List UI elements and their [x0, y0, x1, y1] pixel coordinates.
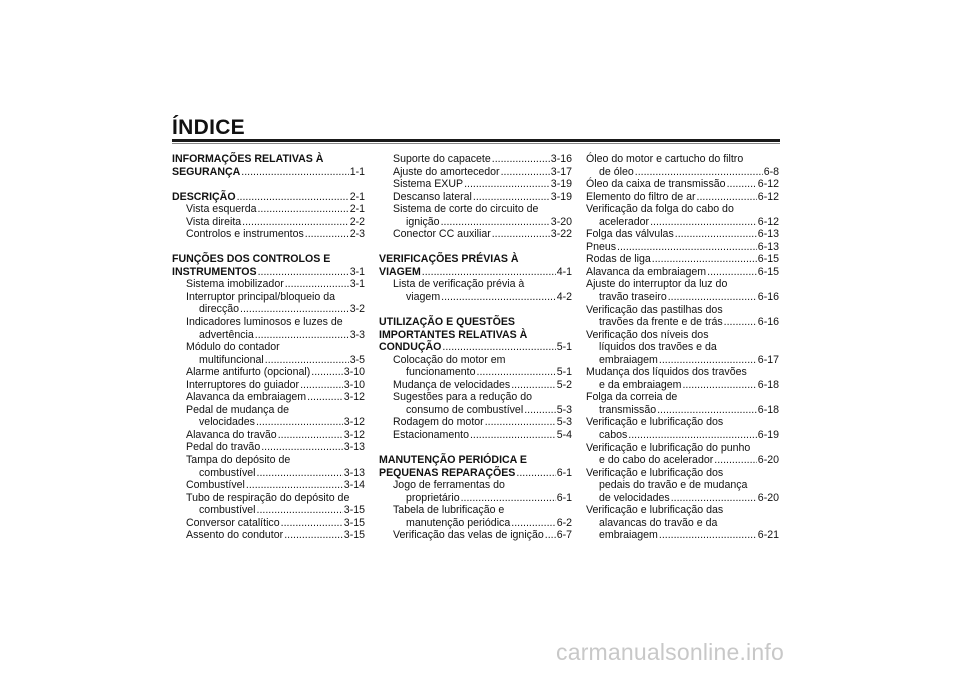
item-title: Sistema EXUP	[393, 178, 464, 191]
item-title-line: Módulo do contador	[186, 341, 280, 354]
page-number: 6-18	[757, 378, 779, 391]
page-number: 6-16	[757, 316, 779, 329]
page-number: 6-2	[556, 516, 572, 529]
item-title: direcção	[199, 303, 240, 316]
item-title: Vista direita	[186, 215, 242, 228]
toc-item[interactable]	[172, 291, 365, 316]
toc-item[interactable]	[586, 241, 779, 254]
item-title: acelerador	[599, 215, 650, 228]
toc-item[interactable]	[586, 329, 779, 367]
item-title: Verificação das velas de ignição	[393, 529, 544, 542]
page-number: 3-19	[550, 178, 572, 191]
item-title: advertência	[199, 328, 254, 341]
item-title-line: Tubo de respiração do depósito de	[186, 491, 350, 504]
page-number: 3-12	[343, 391, 365, 404]
page-number: 6-13	[757, 240, 779, 253]
page-number: 2-3	[349, 228, 365, 241]
toc-item[interactable]	[586, 228, 779, 241]
item-title-line: pedais do travão e de mudança	[599, 479, 748, 492]
page-number: 4-2	[556, 290, 572, 303]
item-title-line: Verificação e lubrificação do punho	[586, 441, 751, 454]
section-heading-line: FUNÇÕES DOS CONTROLOS E	[172, 253, 331, 266]
page-number: 6-15	[757, 265, 779, 278]
item-title-line: Verificação das pastilhas dos	[586, 303, 723, 316]
leader-dots	[492, 228, 550, 241]
toc-item[interactable]	[172, 379, 365, 392]
toc-item[interactable]	[586, 266, 779, 279]
toc-column-3	[586, 153, 779, 542]
item-title: Combustível	[186, 479, 245, 492]
toc-item[interactable]	[379, 203, 572, 228]
page-number: 1-1	[349, 165, 365, 178]
page-number: 5-3	[556, 416, 572, 429]
title-rule	[172, 139, 780, 142]
page-number: 3-1	[349, 278, 365, 291]
item-title-line: Verificação da folga do cabo do	[586, 203, 734, 216]
toc-item[interactable]	[379, 191, 572, 204]
watermark-footer: carmanualsonline.info	[556, 639, 784, 665]
leader-dots	[727, 178, 757, 191]
item-title-line: Interruptor principal/bloqueio da	[186, 290, 335, 303]
leader-dots	[659, 354, 757, 367]
toc-item[interactable]	[172, 203, 365, 216]
page-number: 3-2	[349, 303, 365, 316]
toc-item[interactable]	[586, 391, 779, 416]
item-title-line: Folga da correia de	[586, 391, 678, 404]
leader-dots	[307, 391, 343, 404]
item-title-line: líquidos dos travões e da	[599, 341, 717, 354]
item-title-line: Lista de verificação prévia à	[393, 278, 525, 291]
section-title: DESCRIÇÃO	[172, 190, 236, 203]
item-title: funcionamento	[406, 366, 476, 379]
item-title: Mudança de velocidades	[393, 378, 511, 391]
leader-dots	[284, 529, 343, 542]
item-title: Conversor catalítico	[186, 516, 280, 529]
toc-column-1	[172, 153, 365, 542]
item-title: ignição	[406, 215, 440, 228]
toc-item[interactable]	[172, 404, 365, 429]
leader-dots	[511, 379, 555, 392]
toc-item[interactable]	[379, 529, 572, 542]
item-title: travões da frente e de trás	[599, 316, 723, 329]
section-heading-line: INFORMAÇÕES RELATIVAS À	[172, 153, 324, 165]
page-number: 6-13	[757, 228, 779, 241]
page-number: 3-16	[550, 153, 572, 165]
item-title: Vista esquerda	[186, 203, 257, 216]
leader-dots	[714, 454, 757, 467]
toc-item[interactable]	[586, 304, 779, 329]
page-number: 2-1	[349, 190, 365, 203]
leader-dots	[682, 379, 756, 392]
toc-section-funcoes[interactable]	[172, 253, 365, 278]
toc-item[interactable]	[586, 366, 779, 391]
page-number: 3-13	[343, 441, 365, 454]
leader-dots	[242, 216, 349, 229]
item-title-line: Indicadores luminosos e luzes de	[186, 316, 343, 329]
leader-dots	[441, 216, 550, 229]
toc-section-utilizacao[interactable]	[379, 316, 572, 354]
item-title: cabos	[599, 429, 628, 442]
toc-item[interactable]	[379, 166, 572, 179]
item-title: Folga das válvulas	[586, 228, 674, 241]
leader-dots	[675, 228, 757, 241]
item-title: velocidades	[199, 416, 255, 429]
toc-item[interactable]	[379, 504, 572, 529]
leader-dots	[617, 241, 757, 254]
leader-dots	[278, 429, 343, 442]
item-title-line: Tampa do depósito de	[186, 454, 291, 467]
page-number: 4-1	[556, 265, 572, 278]
item-title: e da embraiagem	[599, 378, 682, 391]
page-number: 6-7	[556, 529, 572, 542]
section-heading-line: UTILIZAÇÃO E QUESTÕES	[379, 316, 515, 329]
toc-section-seguranca[interactable]	[172, 153, 365, 178]
item-title: combustível	[199, 466, 256, 479]
page-number: 6-18	[757, 403, 779, 416]
item-title: combustível	[199, 504, 256, 517]
section-title: VIAGEM	[379, 265, 421, 278]
page-number: 6-16	[757, 291, 779, 304]
item-title: Conector CC auxiliar	[393, 228, 491, 241]
toc-item[interactable]	[379, 479, 572, 504]
item-title: Alavanca do travão	[186, 428, 277, 441]
leader-dots	[485, 416, 556, 429]
page-number: 5-1	[556, 366, 572, 379]
section-title: PEQUENAS REPARAÇÕES	[379, 466, 516, 479]
item-title: Pedal do travão	[186, 441, 261, 454]
leader-dots	[442, 341, 555, 354]
toc-item[interactable]	[379, 153, 572, 166]
item-title-line: Óleo do motor e cartucho do filtro	[586, 153, 744, 165]
leader-dots	[473, 191, 550, 204]
leader-dots	[257, 203, 348, 216]
item-title: Estacionamento	[393, 428, 469, 441]
leader-dots	[464, 178, 550, 191]
leader-dots	[256, 416, 343, 429]
toc-item[interactable]	[586, 153, 779, 178]
page-number: 3-12	[343, 428, 365, 441]
toc-item[interactable]	[172, 529, 365, 542]
page-number: 2-1	[349, 203, 365, 216]
section-title: SEGURANÇA	[172, 165, 241, 178]
toc-item[interactable]	[172, 517, 365, 530]
leader-dots	[285, 278, 349, 291]
toc-item[interactable]	[379, 429, 572, 442]
leader-dots	[511, 517, 555, 530]
item-title: proprietário	[406, 491, 460, 504]
item-title-line: Tabela de lubrificação e	[393, 504, 505, 517]
toc-item[interactable]	[379, 391, 572, 416]
item-title: de velocidades	[599, 491, 670, 504]
page-number: 5-1	[556, 341, 572, 354]
item-title: Interruptores do guiador	[186, 378, 300, 391]
toc-item[interactable]	[172, 366, 365, 379]
toc-item[interactable]	[172, 316, 365, 341]
item-title: de óleo	[599, 165, 634, 178]
leader-dots	[516, 467, 555, 480]
page-number: 3-1	[349, 265, 365, 278]
leader-dots	[697, 191, 757, 204]
page-number: 2-2	[349, 215, 365, 228]
page-title: ÍNDICE	[172, 116, 245, 139]
toc-item[interactable]	[586, 467, 779, 505]
item-title: viagem	[406, 290, 441, 303]
item-title: Ajuste do amortecedor	[393, 165, 500, 178]
item-title: Controlos e instrumentos	[186, 228, 304, 241]
toc-item[interactable]	[172, 441, 365, 454]
page-number: 6-19	[757, 429, 779, 442]
item-title: travão traseiro	[599, 291, 667, 304]
toc-item[interactable]	[172, 278, 365, 291]
toc-item[interactable]	[586, 191, 779, 204]
leader-dots	[524, 404, 556, 417]
item-title-line: Colocação do motor em	[393, 353, 506, 366]
leader-dots	[237, 191, 349, 204]
item-title-line: Sugestões para a redução do	[393, 391, 532, 404]
toc-item[interactable]	[379, 354, 572, 379]
item-title: Sistema imobilizador	[186, 278, 284, 291]
item-title: e do cabo do acelerador	[599, 454, 714, 467]
leader-dots	[470, 429, 556, 442]
item-title: embraiagem	[599, 353, 658, 366]
page-number: 3-3	[349, 328, 365, 341]
leader-dots	[657, 404, 757, 417]
item-title: embraiagem	[599, 529, 658, 542]
toc-section-manutencao[interactable]	[379, 454, 572, 479]
leader-dots	[261, 441, 343, 454]
leader-dots	[545, 529, 556, 542]
page-number: 5-2	[556, 378, 572, 391]
leader-dots	[671, 492, 757, 505]
item-title-line: Verificação e lubrificação dos	[586, 466, 724, 479]
page-number: 3-17	[550, 165, 572, 178]
item-title: transmissão	[599, 403, 657, 416]
toc-item[interactable]	[172, 216, 365, 229]
page-number: 3-14	[343, 479, 365, 492]
page-number: 3-15	[343, 529, 365, 542]
leader-dots	[628, 429, 757, 442]
item-title: Alavanca da embraiagem	[186, 391, 307, 404]
page-number: 3-15	[343, 504, 365, 517]
page-number: 3-5	[349, 353, 365, 366]
toc-item[interactable]	[586, 442, 779, 467]
leader-dots	[281, 517, 343, 530]
toc-item[interactable]	[379, 228, 572, 241]
leader-dots	[501, 166, 550, 179]
toc-item[interactable]	[379, 379, 572, 392]
leader-dots	[724, 316, 757, 329]
item-title: Elemento do filtro de ar	[586, 190, 696, 203]
item-title: consumo de combustível	[406, 403, 524, 416]
toc-item[interactable]	[172, 391, 365, 404]
leader-dots	[300, 379, 343, 392]
page-number: 6-8	[763, 165, 779, 178]
page-number: 3-19	[550, 190, 572, 203]
toc-item[interactable]	[586, 416, 779, 441]
toc-item[interactable]	[172, 429, 365, 442]
page-number: 6-20	[757, 454, 779, 467]
leader-dots	[246, 479, 343, 492]
item-title: Descanso lateral	[393, 190, 472, 203]
toc-item[interactable]	[379, 416, 572, 429]
item-title-line: Pedal de mudança de	[186, 403, 290, 416]
page-number: 5-4	[556, 428, 572, 441]
leader-dots	[461, 492, 556, 505]
toc-item[interactable]	[586, 253, 779, 266]
leader-dots	[255, 329, 349, 342]
toc-column-2	[379, 153, 572, 542]
leader-dots	[668, 291, 757, 304]
leader-dots	[492, 153, 550, 166]
leader-dots	[258, 266, 349, 279]
page-number: 6-21	[757, 529, 779, 542]
toc-item[interactable]	[586, 203, 779, 228]
item-title-line: alavancas do travão e da	[599, 516, 718, 529]
page-number: 6-17	[757, 353, 779, 366]
toc-section-verificacoes[interactable]	[379, 253, 572, 278]
item-title: Rodas de liga	[586, 253, 651, 266]
leader-dots	[659, 529, 757, 542]
item-title-line: Verificação dos níveis dos	[586, 328, 709, 341]
item-title: Assento do condutor	[186, 529, 284, 542]
page-number: 6-12	[757, 190, 779, 203]
toc-item[interactable]	[586, 504, 779, 542]
page-number: 3-13	[343, 466, 365, 479]
toc-item[interactable]	[586, 178, 779, 191]
page-number: 6-20	[757, 491, 779, 504]
toc-item[interactable]	[172, 228, 365, 241]
page-number: 3-10	[343, 378, 365, 391]
leader-dots	[257, 504, 343, 517]
item-title-line: Mudança dos líquidos dos travões	[586, 366, 747, 379]
toc-item[interactable]	[172, 479, 365, 492]
page-number: 6-1	[556, 466, 572, 479]
section-heading-line: VERIFICAÇÕES PRÉVIAS À	[379, 253, 519, 266]
section-heading-line: MANUTENÇÃO PERIÓDICA E	[379, 453, 527, 466]
leader-dots	[707, 266, 757, 279]
toc-item[interactable]	[379, 178, 572, 191]
section-heading-line: IMPORTANTES RELATIVAS À	[379, 328, 528, 341]
page-number: 3-22	[550, 228, 572, 241]
leader-dots	[305, 228, 349, 241]
leader-dots	[240, 303, 349, 316]
toc-item[interactable]	[379, 278, 572, 303]
item-title: Alarme antifurto (opcional)	[186, 366, 311, 379]
leader-dots	[311, 366, 343, 379]
item-title: Pneus	[586, 240, 617, 253]
item-title: manutenção periódica	[406, 516, 511, 529]
leader-dots	[257, 467, 343, 480]
page-number: 6-12	[757, 215, 779, 228]
toc-item[interactable]	[172, 341, 365, 366]
toc-item[interactable]	[586, 278, 779, 303]
item-title: Rodagem do motor	[393, 416, 484, 429]
item-title: Suporte do capacete	[393, 153, 491, 165]
page-number: 3-20	[550, 215, 572, 228]
item-title-line: Sistema de corte do circuito de	[393, 203, 539, 216]
item-title: Alavanca da embraiagem	[586, 265, 707, 278]
toc-item[interactable]	[172, 454, 365, 479]
page-number: 3-10	[343, 366, 365, 379]
toc-section-descricao[interactable]	[172, 191, 365, 204]
item-title-line: Ajuste do interruptor da luz do	[586, 278, 728, 291]
page-number: 5-3	[556, 403, 572, 416]
leader-dots	[265, 354, 349, 367]
leader-dots	[241, 166, 348, 179]
leader-dots	[650, 216, 757, 229]
leader-dots	[441, 291, 556, 304]
page-number: 3-15	[343, 516, 365, 529]
section-title: CONDUÇÃO	[379, 341, 442, 354]
section-title: INSTRUMENTOS	[172, 265, 257, 278]
item-title-line: Jogo de ferramentas do	[393, 479, 505, 492]
item-title: Óleo da caixa de transmissão	[586, 178, 726, 191]
page-number: 6-12	[757, 178, 779, 191]
item-title: multifuncional	[199, 353, 264, 366]
page-number: 6-15	[757, 253, 779, 266]
leader-dots	[652, 253, 757, 266]
toc-item[interactable]	[172, 492, 365, 517]
page-number: 6-1	[556, 491, 572, 504]
item-title-line: Verificação e lubrificação das	[586, 504, 724, 517]
leader-dots	[422, 266, 556, 279]
item-title-line: Verificação e lubrificação dos	[586, 416, 724, 429]
page-number: 3-12	[343, 416, 365, 429]
leader-dots	[477, 366, 556, 379]
leader-dots	[635, 166, 763, 179]
